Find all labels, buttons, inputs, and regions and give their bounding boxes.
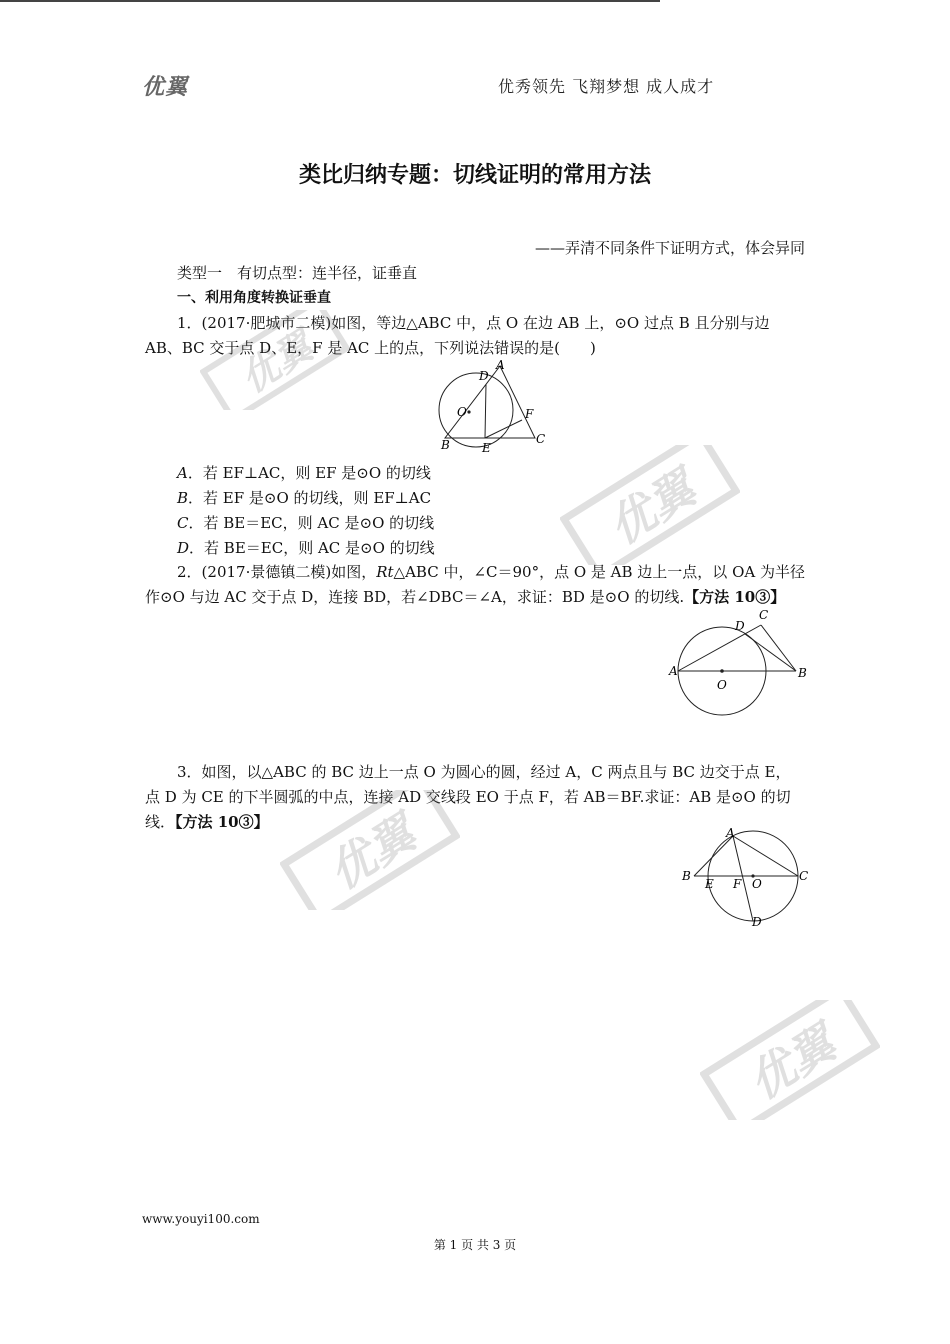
- q3-line3: 线．【方法 10③】: [145, 813, 269, 831]
- q1-option-b: B．若 EF 是⊙O 的切线，则 EF⊥AC: [177, 489, 432, 507]
- q3-label-c: C: [799, 869, 809, 883]
- q2-line2: 作⊙O 与边 AC 交于点 D，连接 BD，若∠DBC＝∠A，求证：BD 是⊙O 的切线.【方法 10③】: [145, 588, 786, 606]
- footer-url[interactable]: www.youyi100.com: [142, 1212, 260, 1226]
- svg-text:优翼: 优翼: [319, 806, 425, 900]
- q3-figure: [675, 826, 815, 931]
- q2-label-d: D: [735, 619, 745, 633]
- header-slogan: 优秀领先 飞翔梦想 成人成才: [498, 77, 715, 96]
- q3-label-d: D: [752, 915, 762, 929]
- watermark-stamp: [280, 790, 460, 910]
- q1-option-c: C．若 BE＝EC，则 AC 是⊙O 的切线: [177, 514, 435, 532]
- q1-label-c: C: [536, 432, 546, 446]
- q2-label-o: O: [717, 678, 727, 692]
- svg-text:优翼: 优翼: [599, 461, 705, 555]
- q2-line1: 2．(2017·景德镇二模)如图，Rt△ABC 中，∠C＝90°，点 O 是 AB 边上一点，以 OA 为半径: [177, 563, 805, 581]
- watermark-stamp: [560, 445, 740, 565]
- q3-label-b: B: [682, 869, 691, 883]
- sub-heading: 一、利用角度转换证垂直: [177, 290, 331, 306]
- q1-option-a: A．若 EF⊥AC，则 EF 是⊙O 的切线: [177, 464, 431, 482]
- q2-label-b: B: [798, 666, 807, 680]
- watermark-stamp: [200, 310, 350, 410]
- q3-label-f: F: [733, 877, 742, 891]
- page-subtitle: ——弄清不同条件下证明方式，体会异同: [534, 239, 805, 257]
- q2-label-c: C: [759, 608, 769, 622]
- page-title: 类比归纳专题：切线证明的常用方法: [298, 163, 651, 188]
- header-logo: 优翼: [142, 75, 189, 100]
- q1-label-e: E: [482, 441, 491, 455]
- q1-label-a: A: [496, 358, 505, 372]
- q1-label-f: F: [525, 407, 534, 421]
- q1-label-d: D: [479, 369, 489, 383]
- q2-figure: [665, 605, 815, 720]
- q2-method-tag: 【方法 10③】: [684, 588, 786, 606]
- q1-label-b: B: [441, 438, 450, 452]
- q3-line2: 点 D 为 CE 的下半圆弧的中点，连接 AD 交线段 EO 于点 F，若 AB＝BF.求证：AB 是⊙O 的切: [145, 788, 791, 806]
- svg-text:优翼: 优翼: [232, 323, 321, 402]
- q1-line2: AB、BC 交于点 D、E，F 是 AC 上的点，下列说法错误的是( ): [145, 339, 596, 357]
- q3-label-a: A: [726, 826, 735, 840]
- q1-line1: 1．(2017·肥城市二模)如图，等边△ABC 中，点 O 在边 AB 上，⊙O 过点 B 且分别与边: [177, 314, 770, 332]
- q3-label-o: O: [752, 877, 762, 891]
- footer-rule: [0, 1, 660, 2]
- q1-label-o: O: [457, 405, 467, 419]
- q2-label-a: A: [669, 664, 678, 678]
- q3-method-tag: 【方法 10③】: [175, 813, 269, 831]
- q3-label-e: E: [705, 877, 714, 891]
- q3-line1: 3．如图，以△ABC 的 BC 边上一点 O 为圆心的圆，经过 A，C 两点且与 BC 边交于点 E，: [177, 763, 791, 781]
- footer-page-number: 第 1 页 共 3 页: [433, 1238, 517, 1252]
- q1-figure: [425, 358, 565, 458]
- watermark-stamp: [700, 1000, 880, 1120]
- type-heading: 类型一 有切点型：连半径，证垂直: [177, 264, 418, 282]
- q1-option-d: D．若 BE＝EC，则 AC 是⊙O 的切线: [177, 539, 435, 557]
- svg-text:优翼: 优翼: [739, 1016, 845, 1110]
